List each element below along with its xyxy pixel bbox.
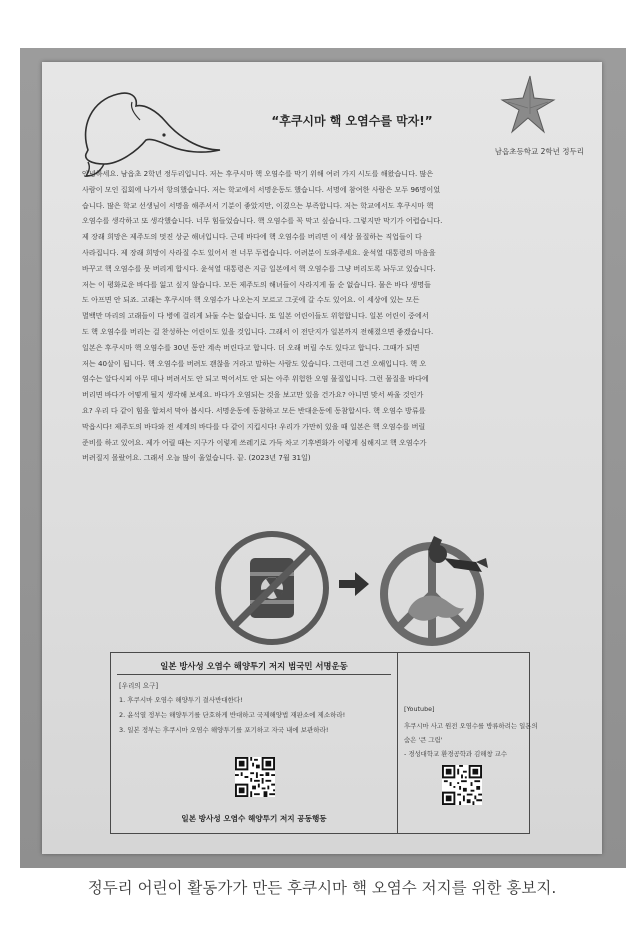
- campaign-panel: [110, 652, 538, 834]
- qr-code-icon: [235, 757, 275, 797]
- youtube-line: 후쿠시마 사고 원전 오염수를 방류하려는 일본의: [404, 722, 538, 730]
- demand-item: 2. 윤석열 정부는 해양투기를 단호하게 반대하고 국제해양법 재판소에 제소하라!: [119, 711, 346, 719]
- petition-footer: 일본 방사성 오염수 해양투기 저지 공동행동: [181, 814, 327, 823]
- letter-line: 저는 이 평화로운 바다를 잃고 싶지 않습니다. 모든 제주도의 해녀들이 사라지게 둘 순 없습니다. 물은 바다 생명들: [82, 279, 431, 289]
- youtube-line: 숨은 '큰 그림': [404, 736, 443, 744]
- letter-line: 안녕하세요. 남읍초 2학년 정두리입니다. 저는 후쿠시마 핵 오염수를 막기 위해 여러 가지 시도를 해왔습니다. 많은: [82, 169, 434, 178]
- qr-code-icon: [442, 765, 482, 805]
- letter-line: 멸백만 마리의 고래들이 다 병에 걸리게 놔둘 수는 없습니다. 또 일본 어린이들도 위험합니다. 일본 어린이 중에서: [82, 311, 429, 321]
- starfish-drawing: [500, 74, 556, 134]
- letter-line: 바꾸고 핵 오염수를 못 버리게 합시다. 윤석열 대통령은 지금 일본에서 핵 오염수를 그냥 버리도록 놔두고 있습니다.: [82, 263, 436, 273]
- letter-line: 사람이 모인 집회에 나가서 항의했습니다. 저는 학교에서 서명운동도 했습니다. 서명에 참여한 사람은 모두 96명이었: [82, 184, 441, 194]
- letter-line: 버리면 바다가 어떻게 될지 생각해 보세요. 바다가 오염되는 것을 보고만 있을 건가요? 아니면 맞서 싸울 것인가: [82, 390, 424, 400]
- letter-line: 염수는 알다시피 아무 데나 버려서도 안 되고 먹어서도 안 되는 아주 위험한 오염 물질입니다. 그런 물질을 바다에: [82, 374, 429, 384]
- letter-line: 도 아프면 안 되죠. 고래는 후쿠시마 핵 오염수가 나오는지 모르고 그곳에 갈 수도 있어요. 이 세상에 있는 모든: [82, 295, 420, 305]
- letter-line: 버려질지 몰랐어요. 그래서 오늘 많이 울었습니다. 끝. (2023년 7월 31일): [82, 453, 311, 463]
- dolphin-drawing: [74, 80, 224, 180]
- letter-line: 요? 우리 다 같이 힘을 합쳐서 막아 봅시다. 서명운동에 동참하고 모든 반대운동에 동참합시다. 핵 오염수 방류를: [82, 405, 426, 415]
- letter-line: 습니다. 많은 학교 선생님이 서명을 해주셔서 기분이 좋았지만, 이겼으는 부족합니다. 저는 학교에서도 후쿠시마 핵: [82, 200, 434, 210]
- letter-line: 준비를 하고 있어요. 제가 어릴 때는 지구가 이렇게 쓰레기로 가득 차고 기후변화가 이렇게 심해지고 핵 오염수가: [82, 437, 427, 447]
- no-nuclear-barrel-icon: [212, 528, 332, 648]
- letter-line: 사라집니다. 제 장래 희망이 사라질 수도 있어서 전 너무 두렵습니다. 어려분이 도와주세요. 윤석열 대통령의 마음을: [82, 247, 436, 257]
- letter-line: 저는 40살이 됩니다. 핵 오염수를 버려도 괜찮을 거라고 말하는 사람도 있습니다. 그런데 그건 오해입니다. 핵 오: [82, 358, 427, 368]
- demand-item: 3. 일본 정부는 후쿠시마 오염수 해양투기를 포기하고 자국 내에 보관하라!: [119, 726, 329, 734]
- youtube-label: [Youtube]: [404, 705, 435, 713]
- demand-item: 1. 후쿠시마 오염수 해양투기 결사반대한다!: [119, 696, 243, 704]
- youtube-line: - 경성대학교 환경공학과 김해창 교수: [404, 750, 508, 758]
- arrow-right-icon: [337, 570, 371, 598]
- letter-line: 막읍시다! 제주도의 바다와 전 세계의 바다를 다 같이 지킵시다! 우리가 가만히 있을 때 일본은 핵 오염수를 버릴: [82, 421, 426, 431]
- demands-label: [우리의 요구]: [119, 682, 159, 690]
- photo-caption: 정두리 어린이 활동가가 만든 후쿠시마 핵 오염수 저지를 위한 홍보지.: [87, 879, 557, 897]
- petition-title: 일본 방사성 오염수 해양투기 저지 범국민 서명운동: [160, 661, 348, 671]
- poster-title: “후쿠시마 핵 오염수를 막자!”: [271, 114, 433, 128]
- petition-section: [111, 653, 398, 833]
- poster-byline: 남읍초등학교 2학년 정두리: [494, 147, 584, 156]
- photo: [20, 48, 626, 868]
- letter-line: 오염수를 생각하고 또 생각했습니다. 너무 힘들었습니다. 핵 오염수를 꼭 막고 싶습니다. 그렇지만 막기가 어렵습니다.: [82, 216, 443, 226]
- letter-line: 제 장래 희망은 제주도의 멋진 상군 해녀입니다. 근데 바다에 핵 오염수를 버리면 이 세상 몰질하는 직업들이 다: [82, 232, 422, 242]
- divider: [117, 674, 391, 675]
- youtube-section: [398, 653, 538, 833]
- poster-paper: [42, 62, 602, 854]
- letter-line: 도 핵 오염수를 버리는 걸 찬성하는 어린이도 있을 것입니다. 그래서 이 전단지가 일본까지 전해졌으면 좋겠습니다.: [82, 326, 434, 336]
- letter-body: [82, 166, 562, 466]
- letter-line: 일본은 후쿠시마 핵 오염수를 30년 동안 계속 버린다고 합니다. 더 오래 버릴 수도 있다고 합니다. 그때가 되면: [82, 342, 420, 352]
- peace-dolphin-icon: [372, 528, 492, 648]
